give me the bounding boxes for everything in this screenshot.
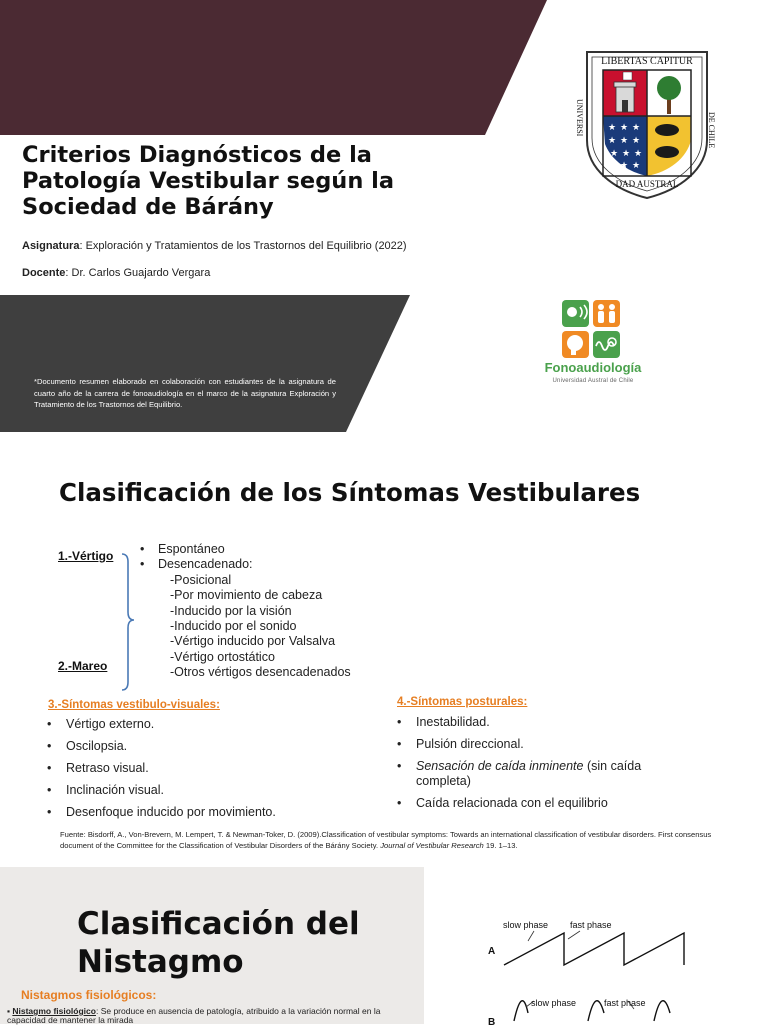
list-subitem: -Por movimiento de cabeza: [170, 588, 323, 603]
svg-text:★: ★: [620, 123, 629, 133]
fast-phase-label-b: fast phase: [604, 998, 646, 1008]
heading-visual-symptoms: 3.-Síntomas vestibulo-visuales:: [48, 699, 220, 711]
vertigo-label: 1.-Vértigo: [58, 549, 114, 563]
list-item: • Inclinación visual.: [47, 783, 276, 798]
fast-phase-label-a: fast phase: [570, 920, 612, 930]
list-item: [397, 759, 657, 789]
collaboration-note: *Documento resumen elaborado en colaboración con estudiantes de la asignatura de cuarto año de la carrera de fonoaudiología en el marco de la asignatura Exploración y Tratamiento de los Trastornos del Equilibrio.: [34, 377, 336, 409]
list-item: • Desenfoque inducido por movimiento.: [47, 805, 276, 820]
list-item: • Espontáneo: [140, 542, 351, 557]
svg-text:★: ★: [634, 149, 643, 159]
fonoaudiologia-logo: [538, 298, 648, 390]
nystagmus-body: ▪ Nistagmo fisiológico: Se produce en ausencia de patología, atribuido a la variación normal en la capacidad de mantener la mirada: [7, 1006, 381, 1025]
slide-vestibular-symptoms: [0, 434, 768, 866]
slide-title: [0, 0, 768, 432]
list-subitem: -Inducido por la visión: [170, 603, 292, 618]
list-subitem: -Posicional: [170, 572, 232, 587]
shield-left-text: UNIVERSI: [575, 99, 584, 137]
document-title: Criterios Diagnósticos de la Patología Vestibular según la Sociedad de Bárány: [22, 142, 395, 220]
svg-text:★: ★: [608, 136, 617, 146]
body-term: Nistagmo fisiológico: [12, 1006, 96, 1016]
slow-phase-label-b: slow phase: [531, 998, 577, 1008]
visual-symptoms-list: [47, 717, 276, 827]
slow-phase-label-a: slow phase: [503, 920, 549, 930]
svg-text:★: ★: [620, 136, 629, 146]
citation-text: Fuente: Bisdorff, A., Von-Brevern, M. Lempert, T. & Newman-Toker, D. (2009).Classification of vestibular symptoms: Towards an international classification of vestibular disorders. First consensus document of the Committee for the Classification of Vestibular Disorders of the Bárány Society.: [60, 830, 712, 850]
postural-symptoms-list: [397, 715, 657, 818]
phrase-rest: (sin caída completa): [416, 759, 642, 788]
nystagmus-title: Clasificación del Nistagmo: [77, 906, 360, 980]
list-item: • Oscilopsia.: [47, 739, 276, 754]
list-subitem: -Inducido por el sonido: [170, 619, 297, 634]
svg-text:★: ★: [632, 123, 641, 133]
nystagmus-subtitle: Nistagmos fisiológicos:: [21, 988, 157, 1002]
asignatura-label: Asignatura: [22, 240, 80, 252]
svg-text:★: ★: [632, 161, 641, 171]
docente-value: : Dr. Carlos Guajardo Vergara: [65, 267, 211, 279]
svg-text:★: ★: [608, 123, 617, 133]
list-item: • Inestabilidad.: [397, 715, 657, 730]
source-citation: [60, 830, 720, 851]
list-subitem: -Vértigo inducido por Valsalva: [170, 634, 336, 649]
list-subitem: -Otros vértigos desencadenados: [170, 665, 351, 680]
fonoaudiologia-title: Fonoaudiología: [544, 360, 642, 375]
shield-top-text: LIBERTAS CAPITUR: [601, 56, 693, 67]
body-text: : Se produce en ausencia de patología, atribuido a la variación normal en la capacidad de mantener la mirada: [7, 1006, 381, 1025]
list-item: • Pulsión direccional.: [397, 737, 657, 752]
list-item: • Caída relacionada con el equilibrio: [397, 796, 657, 811]
nystagmus-waveform-diagram: [478, 915, 718, 1024]
docente-line: [22, 267, 210, 279]
vertigo-subtypes-list: [140, 542, 351, 681]
list-item: • Desencadenado:: [140, 557, 351, 572]
bracket-divider: [116, 552, 138, 692]
svg-text:★: ★: [632, 136, 641, 146]
fonoaudiologia-subtitle: Universidad Austral de Chile: [552, 378, 634, 384]
italic-phrase: Sensación de caída inminente: [416, 759, 584, 773]
citation-journal: Journal of Vestibular Research: [380, 840, 484, 850]
docente-label: Docente: [22, 267, 66, 279]
heading-postural-symptoms: 4.-Síntomas posturales:: [397, 696, 528, 708]
list-subitem: -Vértigo ortostático: [170, 649, 275, 664]
note-band: [0, 295, 768, 432]
citation-end: 19. 1–13.: [483, 840, 518, 850]
asignatura-value: : Exploración y Tratamientos de los Trastornos del Equilibrio (2022): [79, 240, 407, 252]
slide-nystagmus: [0, 867, 768, 1028]
asignatura-line: [22, 240, 407, 252]
svg-text:★: ★: [622, 149, 631, 159]
svg-text:★: ★: [610, 149, 619, 159]
list-item: • Retraso visual.: [47, 761, 276, 776]
university-shield-logo: [575, 48, 716, 200]
svg-text:★: ★: [620, 161, 629, 171]
mareo-label: 2.-Mareo: [58, 659, 108, 673]
list-item: • Vértigo externo.: [47, 717, 276, 732]
diagram-label-b: B: [488, 1017, 496, 1028]
shield-bottom-text: DAD AUSTRAL: [615, 179, 679, 189]
shield-right-text: DE CHILE: [707, 112, 716, 149]
slide-heading: Clasificación de los Síntomas Vestibulares: [59, 478, 641, 507]
diagram-label-a: A: [488, 946, 496, 957]
